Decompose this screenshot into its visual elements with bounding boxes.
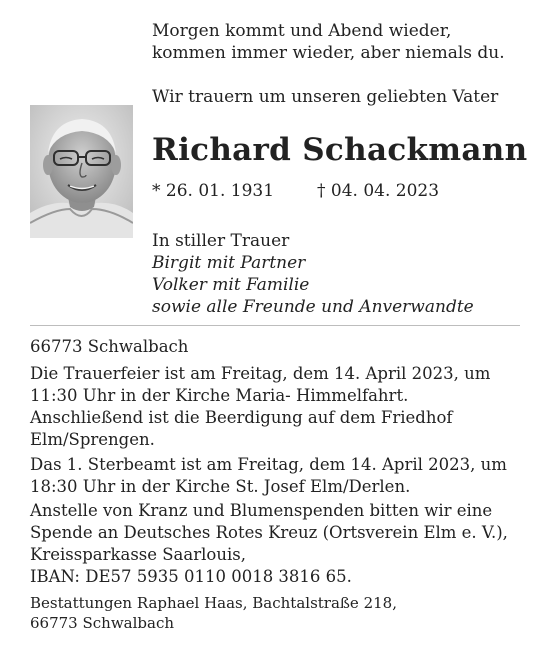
funeral-home-line-2: 66773 Schwalbach: [30, 614, 175, 632]
donation-line-3: Kreissparkasse Saarlouis,: [30, 545, 246, 564]
donation-line-2: Spende an Deutsches Rotes Kreuz (Ortsverein Elm e. V.),: [30, 523, 508, 542]
death-date: † 04. 04. 2023: [317, 181, 440, 201]
donation-line-4: IBAN: DE57 5935 0110 0018 3816 65.: [30, 567, 352, 586]
requiem-line-1: Das 1. Sterbeamt ist am Freitag, dem 14. April 2023, um: [30, 455, 507, 474]
poem-line-2: kommen immer wieder, aber niemals du.: [152, 43, 505, 63]
mourners: [152, 230, 474, 318]
location: [30, 336, 525, 358]
deceased-name: Richard Schackmann: [152, 132, 528, 168]
location-text: 66773 Schwalbach: [30, 337, 189, 356]
funeral-home: [30, 593, 397, 633]
mourner-3: sowie alle Freunde und Anverwandte: [152, 297, 474, 317]
poem: [152, 20, 505, 64]
birth-date: * 26. 01. 1931: [152, 181, 275, 201]
requiem-info: [30, 454, 525, 498]
donation-info: [30, 500, 525, 588]
poem-line-1: Morgen kommt und Abend wieder,: [152, 21, 452, 41]
portrait-photo: [30, 105, 133, 238]
funeral-line-4: Elm/Sprengen.: [30, 430, 155, 449]
funeral-home-line-1: Bestattungen Raphael Haas, Bachtalstraße 218,: [30, 594, 397, 612]
mourner-1: Birgit mit Partner: [152, 253, 306, 273]
mourner-2: Volker mit Familie: [152, 275, 310, 295]
funeral-line-2: 11:30 Uhr in der Kirche Maria- Himmelfahrt.: [30, 386, 409, 405]
funeral-line-1: Die Trauerfeier ist am Freitag, dem 14. April 2023, um: [30, 364, 491, 383]
life-dates: [152, 180, 440, 202]
mourners-heading: In stiller Trauer: [152, 231, 290, 251]
requiem-line-2: 18:30 Uhr in der Kirche St. Josef Elm/Derlen.: [30, 477, 411, 496]
funeral-line-3: Anschließend ist die Beerdigung auf dem Friedhof: [30, 408, 453, 427]
intro-line: Wir trauern um unseren geliebten Vater: [152, 87, 499, 107]
funeral-info: [30, 363, 525, 451]
divider: [30, 325, 520, 326]
donation-line-1: Anstelle von Kranz und Blumenspenden bitten wir eine: [30, 501, 493, 520]
